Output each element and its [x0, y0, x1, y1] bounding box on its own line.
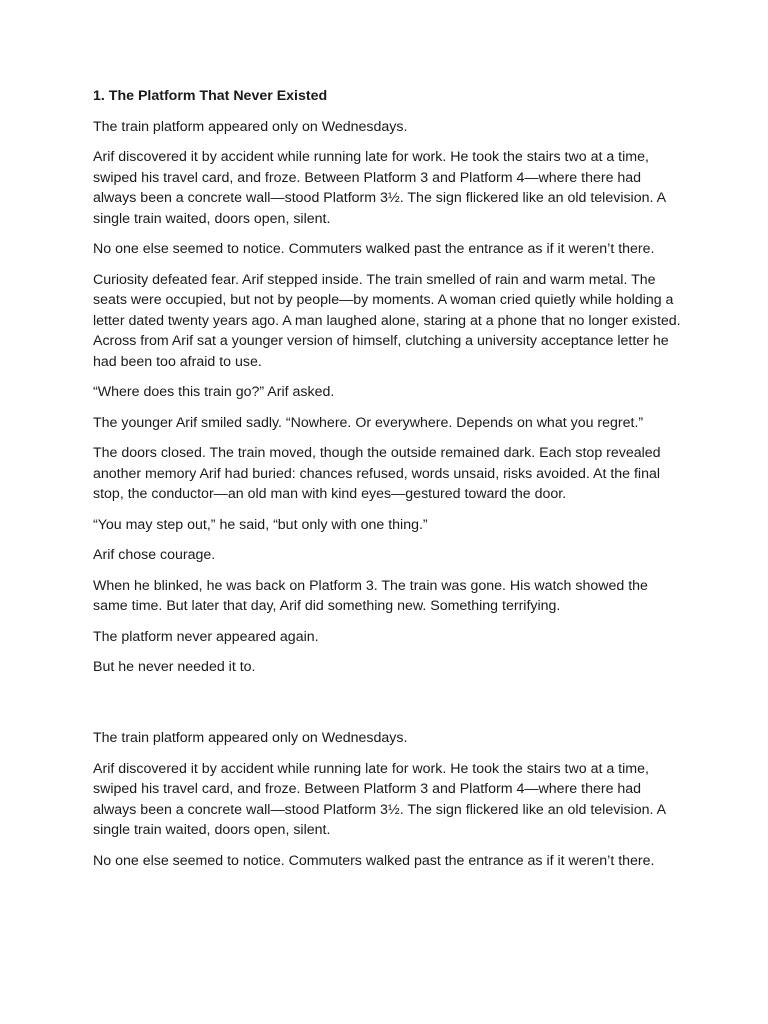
repeated-paragraph: Arif discovered it by accident while running late for work. He took the stairs two at a time, swiped his travel card, and froze. Between Platform 3 and Platform 4—where there had always been a concrete wall—stood Platform 3½. The sign flickered like an old television. A single train waited, doors open, silent. — [93, 760, 666, 838]
story-paragraph: The train platform appeared only on Wednesdays. — [93, 118, 408, 135]
story-paragraph: The platform never appeared again. — [93, 628, 319, 645]
section-gap — [93, 688, 683, 729]
repeated-paragraph: No one else seemed to notice. Commuters walked past the entrance as if it weren’t there. — [93, 852, 655, 869]
story-heading: 1. The Platform That Never Existed — [93, 88, 328, 104]
story-paragraph: The doors closed. The train moved, though the outside remained dark. Each stop revealed another memory Arif had buried: chances refused, words unsaid, risks avoided. At the final stop, the conductor—an old man with kind eyes—gestured toward the door. — [93, 445, 661, 502]
document-page — [93, 86, 683, 881]
story-paragraph: But he never needed it to. — [93, 659, 256, 675]
story-paragraph: “Where does this train go?” Arif asked. — [93, 384, 335, 400]
repeated-paragraph: The train platform appeared only on Wednesdays. — [93, 730, 408, 746]
story-paragraph: Curiosity defeated fear. Arif stepped inside. The train smelled of rain and warm metal. The seats were occupied, but not by people—by moments. A woman cried quietly while holding a letter dated twenty years ago. A man laughed alone, staring at a phone that no longer existed. Across from Arif sat a younger version of himself, clutching a university acceptance letter he had been too afraid to use. — [93, 271, 681, 370]
story-paragraph: Arif discovered it by accident while running late for work. He took the stairs two at a time, swiped his travel card, and froze. Between Platform 3 and Platform 4—where there had always been a concrete wall—stood Platform 3½. The sign flickered like an old television. A single train waited, doors open, silent. — [93, 149, 666, 227]
story-paragraph: Arif chose courage. — [93, 547, 216, 563]
story-paragraph: When he blinked, he was back on Platform 3. The train was gone. His watch showed the same time. But later that day, Arif did something new. Something terrifying. — [93, 577, 648, 614]
story-paragraph: “You may step out,” he said, “but only with one thing.” — [93, 516, 428, 533]
story-paragraph: No one else seemed to notice. Commuters walked past the entrance as if it weren’t there. — [93, 241, 655, 257]
story-paragraph: The younger Arif smiled sadly. “Nowhere. Or everywhere. Depends on what you regret.” — [93, 414, 644, 431]
